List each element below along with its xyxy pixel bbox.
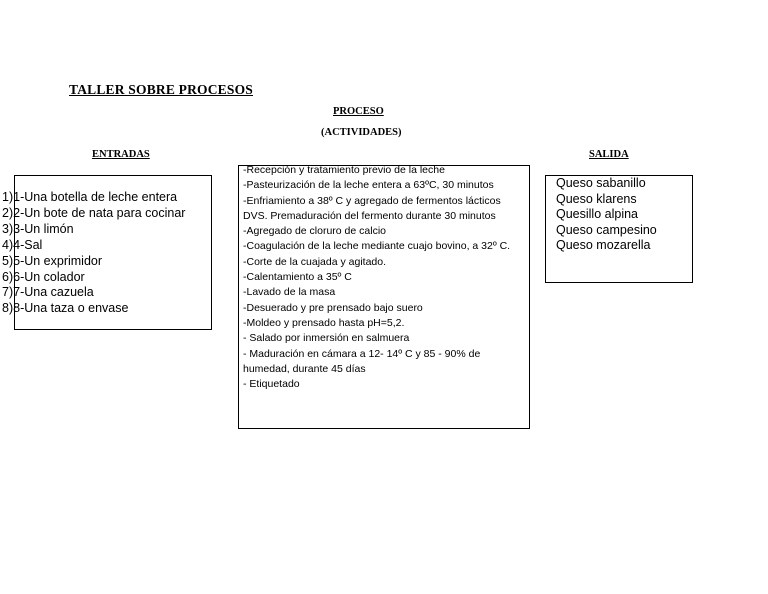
document-title: TALLER SOBRE PROCESOS: [69, 82, 253, 97]
inputs-heading: ENTRADAS: [92, 149, 150, 160]
activity-item: -Lavado de la masa: [243, 286, 336, 299]
output-item: Queso campesino: [556, 222, 657, 237]
inputs-list: [2, 190, 185, 317]
activity-item: -Desuerado y pre prensado bajo suero: [243, 301, 423, 314]
input-item: 1)1-Una botella de leche entera: [2, 190, 178, 204]
activity-item: -Enfriamiento a 38º C y agregado de fermentos lácticos DVS. Premaduración del fermento durante 30 minutos: [243, 194, 501, 222]
input-item: 2)2-Un bote de nata para cocinar: [2, 205, 186, 220]
activity-item: -Agregado de cloruro de calcio: [243, 225, 387, 238]
activities-list: [243, 163, 527, 392]
input-item: 3)3-Un limón: [2, 221, 74, 236]
activity-item: - Salado por inmersión en salmuera: [243, 332, 410, 345]
input-item: 7)7-Una cazuela: [2, 285, 94, 300]
input-item: 5)5-Un exprimidor: [2, 253, 103, 268]
output-item: Queso sabanillo: [556, 176, 646, 190]
activity-item: -Recepción y tratamiento previo de la leche: [243, 164, 445, 176]
input-item: 8)8-Una taza o envase: [2, 301, 129, 316]
input-item: 4)4-Sal: [2, 237, 43, 252]
activity-item: -Calentamiento a 35º C: [243, 271, 352, 284]
activities-heading: (ACTIVIDADES): [321, 127, 402, 138]
outputs-list: [556, 176, 657, 254]
input-item: 6)6-Un colador: [2, 269, 85, 284]
activity-item: -Corte de la cuajada y agitado.: [243, 255, 387, 268]
activity-item: - Etiquetado: [243, 378, 300, 391]
output-item: Quesillo alpina: [556, 207, 638, 222]
activity-item: -Pasteurización de la leche entera a 63ºC, 30 minutos: [243, 179, 494, 192]
activity-item: - Maduración en cámara a 12- 14º C y 85 - 90% de humedad, durante 45 días: [243, 347, 481, 375]
outputs-heading: SALIDA: [589, 149, 629, 160]
process-heading: PROCESO: [333, 106, 384, 117]
output-item: Queso mozarella: [556, 238, 651, 253]
activity-item: -Coagulación de la leche mediante cuajo bovino, a 32º C.: [243, 240, 511, 253]
output-item: Queso klarens: [556, 191, 637, 206]
activity-item: -Moldeo y prensado hasta pH=5,2.: [243, 316, 405, 329]
